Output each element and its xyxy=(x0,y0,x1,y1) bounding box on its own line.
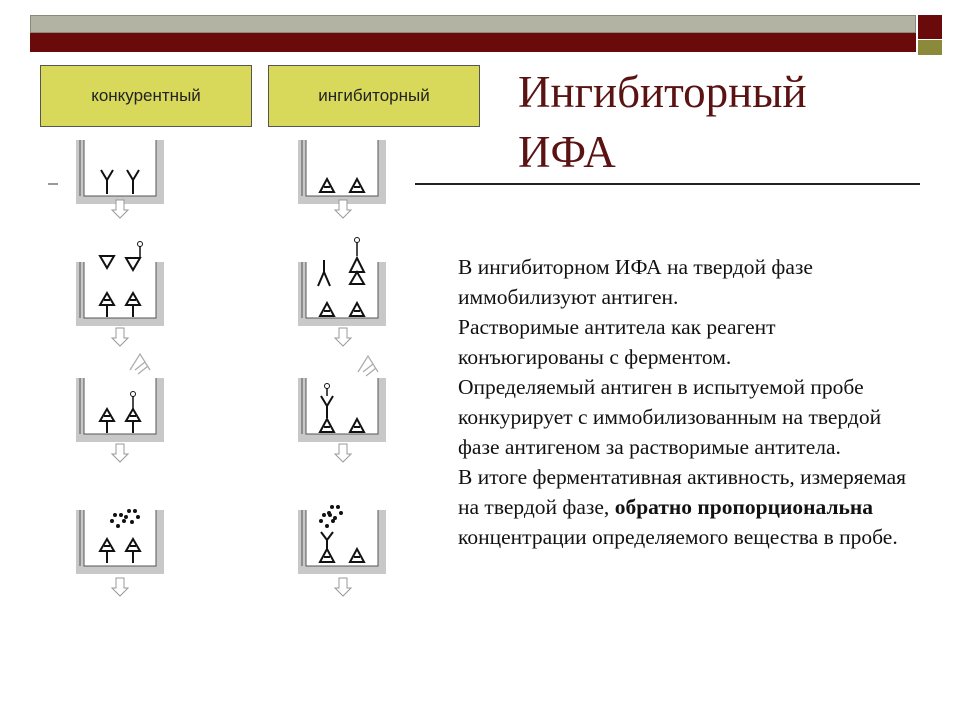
body-text xyxy=(458,252,920,552)
right-well-3 xyxy=(302,378,382,438)
left-well-3 xyxy=(80,378,160,438)
arrow-down-icon xyxy=(335,328,351,346)
title-divider xyxy=(415,183,920,185)
label-inhibitory-text: ингибиторный xyxy=(318,86,430,105)
right-well-1 xyxy=(302,140,382,200)
arrow-down-icon xyxy=(112,328,128,346)
label-inhibitory xyxy=(268,65,480,127)
slide-title xyxy=(518,62,807,182)
arrow-down-icon xyxy=(112,444,128,462)
arrow-down-icon xyxy=(112,578,128,596)
left-well-4 xyxy=(80,509,160,570)
label-competitive xyxy=(40,65,252,127)
right-well-2 xyxy=(302,238,382,323)
paragraph-4-end: концентрации определяемого вещества в пробе. xyxy=(458,525,898,549)
left-well-1 xyxy=(80,140,160,200)
paragraph-1: В ингибиторном ИФА на твердой фазе иммобилизуют антиген. xyxy=(458,255,813,309)
label-competitive-text: конкурентный xyxy=(91,86,201,105)
arrow-down-icon xyxy=(335,578,351,596)
cloud-icon xyxy=(358,356,378,376)
arrow-down-icon xyxy=(335,444,351,462)
paragraph-3: Определяемый антиген в испытуемой пробе конкурирует с иммобилизованным на твердой фазе антигеном за растворимые антитела. xyxy=(458,375,882,459)
cloud-icon xyxy=(130,354,150,374)
paragraph-4-start: В итоге ферментативная активность, измеряемая на твердой фазе, xyxy=(458,465,907,519)
paragraph-4 xyxy=(458,462,920,552)
right-well-4 xyxy=(302,505,382,570)
title-line-2: ИФА xyxy=(518,127,616,177)
paragraph-4-bold: обратно пропорциональна xyxy=(614,495,874,519)
title-line-1: Ингибиторный xyxy=(518,67,807,117)
paragraph-2: Растворимые антитела как реагент конъюгированы с ферментом. xyxy=(458,315,776,369)
left-well-2 xyxy=(80,242,160,323)
